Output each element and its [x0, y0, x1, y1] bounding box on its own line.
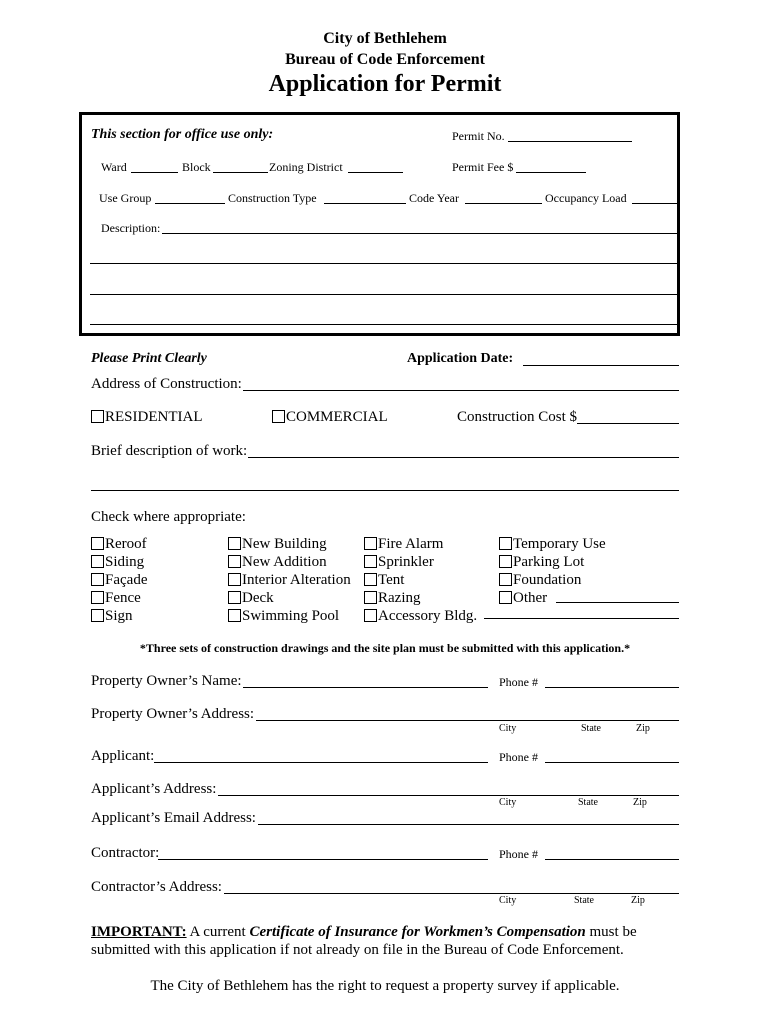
applicant-label: Applicant: [91, 748, 155, 764]
commercial-checkbox[interactable] [272, 410, 285, 423]
deck-label: Deck [242, 590, 274, 606]
sprinkler-label: Sprinkler [378, 554, 434, 570]
tent-label: Tent [378, 572, 405, 588]
code-year-field[interactable] [465, 189, 542, 204]
check-swimming-pool[interactable] [228, 607, 351, 625]
brief-description-line-2 [91, 490, 679, 491]
check-tent[interactable] [364, 571, 477, 589]
office-use-heading: This section for office use only: [91, 127, 274, 142]
construction-cost-field[interactable] [577, 409, 679, 424]
facade-checkbox[interactable] [91, 573, 104, 586]
sign-checkbox[interactable] [91, 609, 104, 622]
description-line-1 [90, 263, 678, 264]
contractor-zip-label: Zip [631, 895, 645, 906]
sign-label: Sign [105, 608, 133, 624]
brief-description-field[interactable] [248, 443, 679, 458]
check-column-2 [228, 535, 351, 625]
parking-lot-checkbox[interactable] [499, 555, 512, 568]
owner-address-field[interactable] [256, 706, 679, 721]
contractor-phone-label: Phone # [499, 847, 538, 861]
fire-alarm-label: Fire Alarm [378, 536, 444, 552]
construction-cost-label: Construction Cost $ [457, 409, 578, 425]
construction-type-field[interactable] [324, 189, 406, 204]
swimming-pool-checkbox[interactable] [228, 609, 241, 622]
use-group-field[interactable] [155, 189, 225, 204]
applicant-email-field[interactable] [258, 810, 679, 825]
zoning-label: Zoning District [269, 160, 343, 174]
important-text-2: must be [585, 924, 637, 940]
check-fence[interactable] [91, 589, 147, 607]
check-sign[interactable] [91, 607, 147, 625]
occupancy-field[interactable] [632, 189, 678, 204]
code-year-label: Code Year [409, 191, 459, 205]
print-clearly-note: Please Print Clearly [91, 351, 207, 366]
accessory-bldg-label: Accessory Bldg. [378, 608, 478, 624]
owner-name-label: Property Owner’s Name: [91, 673, 242, 689]
applicant-phone-label: Phone # [499, 750, 538, 764]
commercial-option[interactable] [272, 409, 388, 426]
important-text-1: A current [186, 924, 250, 940]
ward-field[interactable] [131, 158, 178, 173]
check-accessory-bldg[interactable] [364, 607, 477, 625]
block-label: Block [182, 160, 211, 174]
zoning-field[interactable] [348, 158, 403, 173]
contractor-state-label: State [574, 895, 594, 906]
address-field[interactable] [243, 376, 679, 391]
applicant-email-label: Applicant’s Email Address: [91, 810, 256, 826]
commercial-label: COMMERCIAL [286, 409, 388, 425]
permit-fee-field[interactable] [516, 158, 586, 173]
drawings-notice: *Three sets of construction drawings and the site plan must be submitted with this application.* [139, 641, 631, 655]
application-date-field[interactable] [523, 351, 679, 366]
tent-checkbox[interactable] [364, 573, 377, 586]
brief-description-label: Brief description of work: [91, 443, 248, 459]
applicant-zip-label: Zip [633, 797, 647, 808]
permit-fee-label: Permit Fee $ [452, 160, 514, 174]
survey-footer: The City of Bethlehem has the right to request a property survey if applicable. [150, 978, 620, 994]
bureau-name: Bureau of Code Enforcement [285, 51, 485, 68]
occupancy-label: Occupancy Load [545, 191, 627, 205]
sprinkler-checkbox[interactable] [364, 555, 377, 568]
accessory-bldg-checkbox[interactable] [364, 609, 377, 622]
owner-phone-label: Phone # [499, 675, 538, 689]
check-facade[interactable] [91, 571, 147, 589]
new-addition-label: New Addition [242, 554, 327, 570]
residential-checkbox[interactable] [91, 410, 104, 423]
description-field[interactable] [162, 219, 678, 234]
owner-state-label: State [581, 723, 601, 734]
ward-label: Ward [101, 160, 127, 174]
owner-zip-label: Zip [636, 723, 650, 734]
fence-checkbox[interactable] [91, 591, 104, 604]
owner-phone-field[interactable] [545, 673, 679, 688]
swimming-pool-label: Swimming Pool [242, 608, 340, 624]
block-field[interactable] [213, 158, 268, 173]
check-temporary-use[interactable] [499, 535, 606, 553]
check-foundation[interactable] [499, 571, 606, 589]
description-line-3 [90, 324, 678, 325]
applicant-phone-field[interactable] [545, 748, 679, 763]
permit-no-field[interactable] [508, 127, 632, 142]
razing-checkbox[interactable] [364, 591, 377, 604]
new-building-checkbox[interactable] [228, 537, 241, 550]
permit-no-label: Permit No. [452, 129, 505, 143]
city-name: City of Bethlehem [323, 30, 447, 47]
new-addition-checkbox[interactable] [228, 555, 241, 568]
fire-alarm-checkbox[interactable] [364, 537, 377, 550]
owner-city-label: City [499, 723, 517, 734]
use-group-label: Use Group [99, 191, 152, 205]
check-fire-alarm[interactable] [364, 535, 477, 553]
deck-checkbox[interactable] [228, 591, 241, 604]
foundation-checkbox[interactable] [499, 573, 512, 586]
check-razing[interactable] [364, 589, 477, 607]
check-column-1 [91, 535, 147, 625]
applicant-state-label: State [578, 797, 598, 808]
check-new-building[interactable] [228, 535, 351, 553]
address-label: Address of Construction: [91, 376, 242, 392]
contractor-address-field[interactable] [224, 879, 679, 894]
application-date-label: Application Date: [407, 351, 514, 366]
contractor-field[interactable] [158, 845, 488, 860]
check-column-3 [364, 535, 477, 625]
insurance-certificate-text: Certificate of Insurance for Workmen’s Compensation [249, 924, 586, 940]
other-field[interactable] [556, 588, 679, 603]
applicant-address-label: Applicant’s Address: [91, 781, 217, 797]
other-label: Other [513, 590, 548, 606]
applicant-field[interactable] [154, 748, 488, 763]
parking-lot-label: Parking Lot [513, 554, 585, 570]
razing-label: Razing [378, 590, 421, 606]
check-parking-lot[interactable] [499, 553, 606, 571]
contractor-phone-field[interactable] [545, 845, 679, 860]
temporary-use-checkbox[interactable] [499, 537, 512, 550]
description-line-2 [90, 294, 678, 295]
contractor-city-label: City [499, 895, 517, 906]
interior-alteration-checkbox[interactable] [228, 573, 241, 586]
check-siding[interactable] [91, 553, 147, 571]
reroof-label: Reroof [105, 536, 147, 552]
siding-label: Siding [105, 554, 145, 570]
important-label: IMPORTANT: [91, 924, 187, 940]
page-title: Application for Permit [268, 71, 502, 97]
applicant-city-label: City [499, 797, 517, 808]
check-sprinkler[interactable] [364, 553, 477, 571]
construction-type-label: Construction Type [228, 191, 317, 205]
check-reroof[interactable] [91, 535, 147, 553]
siding-checkbox[interactable] [91, 555, 104, 568]
temporary-use-label: Temporary Use [513, 536, 606, 552]
new-building-label: New Building [242, 536, 327, 552]
check-interior-alteration[interactable] [228, 571, 351, 589]
applicant-address-field[interactable] [218, 781, 679, 796]
owner-address-label: Property Owner’s Address: [91, 706, 255, 722]
foundation-label: Foundation [513, 572, 582, 588]
reroof-checkbox[interactable] [91, 537, 104, 550]
description-label: Description: [101, 221, 161, 235]
important-notice-line-2: submitted with this application if not already on file in the Bureau of Code Enforcement. [91, 942, 624, 958]
contractor-label: Contractor: [91, 845, 160, 861]
important-notice [91, 924, 637, 941]
fence-label: Fence [105, 590, 141, 606]
residential-option[interactable] [91, 409, 203, 426]
facade-label: Façade [105, 572, 148, 588]
contractor-address-label: Contractor’s Address: [91, 879, 222, 895]
check-deck[interactable] [228, 589, 351, 607]
residential-label: RESIDENTIAL [105, 409, 203, 425]
other-checkbox[interactable] [499, 591, 512, 604]
interior-alteration-label: Interior Alteration [242, 572, 351, 588]
check-where-label: Check where appropriate: [91, 509, 246, 525]
check-new-addition[interactable] [228, 553, 351, 571]
owner-name-field[interactable] [243, 673, 488, 688]
